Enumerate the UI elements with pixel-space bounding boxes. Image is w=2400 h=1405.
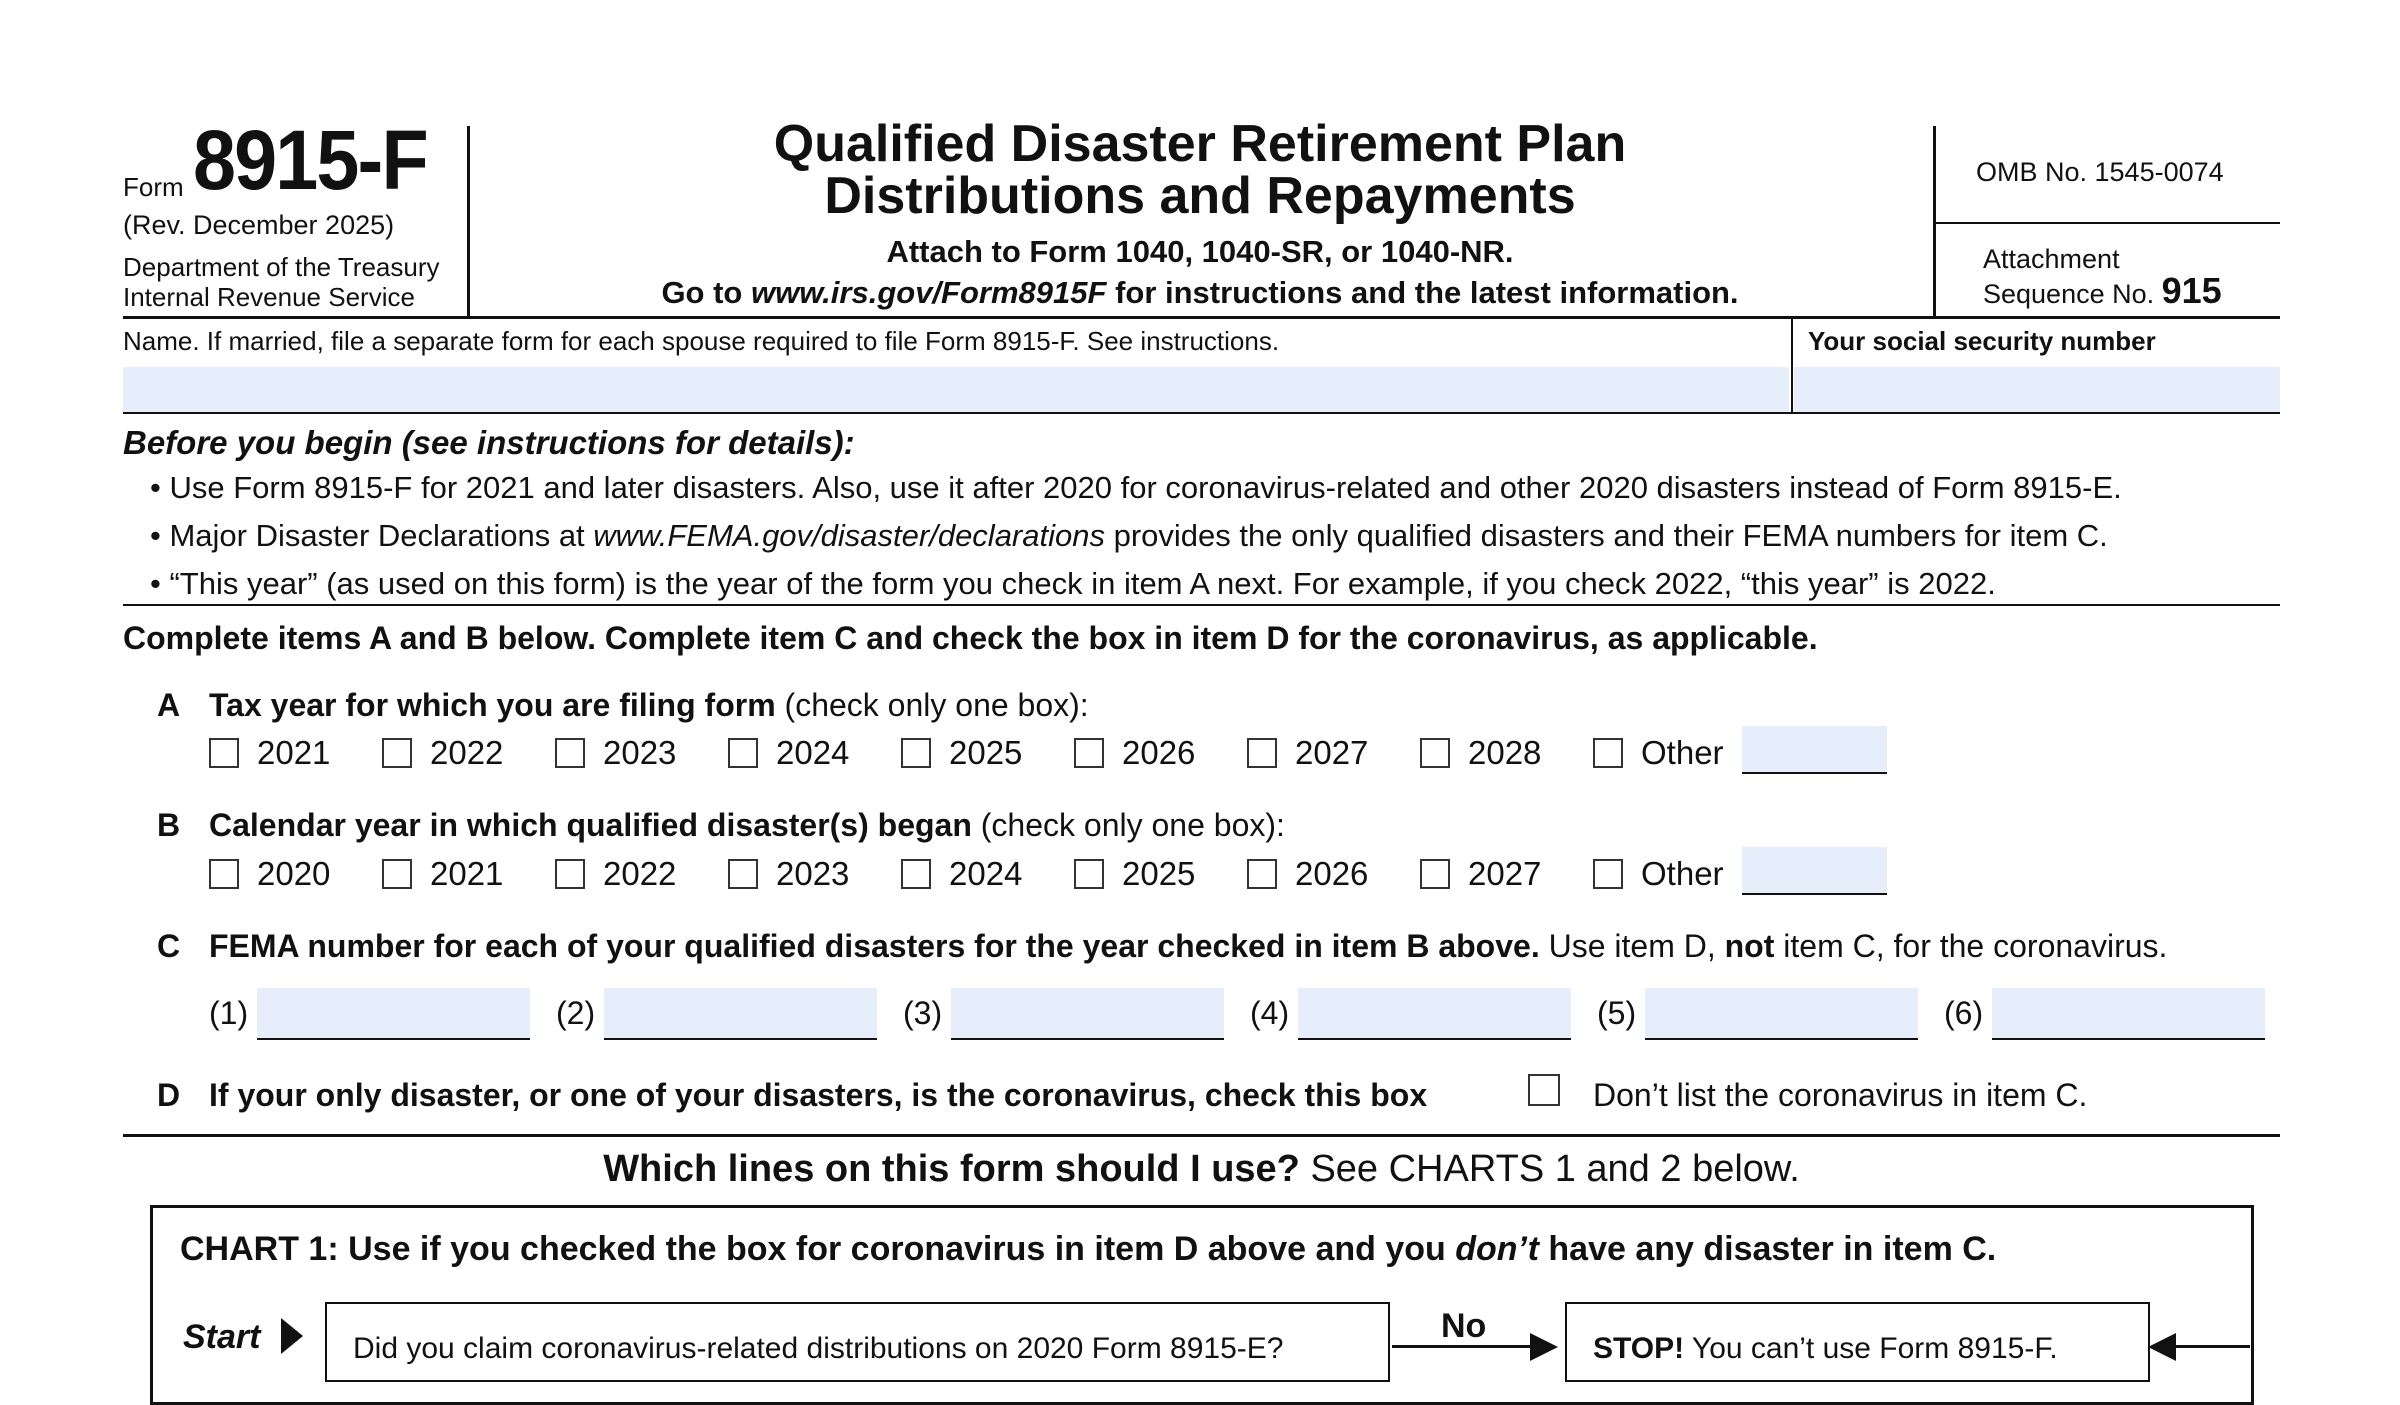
bullet-item: • “This year” (as used on this form) is the year of the form you check in item A next. For example, if you check 2022, “this year” is 2022.: [150, 566, 1996, 601]
start-arrow-icon: [281, 1318, 303, 1354]
question-text: Did you claim coronavirus-related distributions on 2020 Form 8915-E?: [353, 1332, 1284, 1365]
omb-number: OMB No. 1545-0074: [1976, 157, 2224, 187]
no-label: No: [1441, 1307, 1487, 1345]
option-label: 2028: [1468, 734, 1542, 771]
fema-number-field-5[interactable]: [1645, 988, 1918, 1040]
title-line: Qualified Disaster Retirement Plan: [773, 115, 1627, 173]
item-c-not: not: [1724, 928, 1775, 964]
fema-label: (2): [556, 995, 596, 1031]
option-label: 2023: [603, 734, 677, 771]
bullet-text: • Major Disaster Declarations at: [150, 518, 594, 553]
goto-instruction: [640, 275, 1760, 311]
item-a-rest: (check only one box):: [775, 687, 1089, 723]
item-a-bold: Tax year for which you are filing form: [209, 687, 776, 723]
item-d-note: Don’t list the coronavirus in item C.: [1593, 1077, 2088, 1113]
checkbox-a-2024[interactable]: [728, 738, 758, 768]
checkbox-a-2027[interactable]: [1247, 738, 1277, 768]
item-b-letter: B: [157, 807, 181, 843]
ssn-label: Your social security number: [1808, 326, 2156, 356]
attach-instruction: Attach to Form 1040, 1040-SR, or 1040-NR.: [886, 234, 1514, 269]
option-label: 2026: [1295, 855, 1369, 892]
divider: [123, 316, 2280, 319]
department: [123, 252, 439, 312]
header-divider: [1933, 126, 1936, 316]
fema-number-field-3[interactable]: [951, 988, 1224, 1040]
complete-instruction: Complete items A and B below. Complete item C and check the box in item D for the coronavirus, as applicable.: [123, 620, 1818, 656]
item-d-bold: If your only disaster, or one of your disasters, is the coronavirus, check this box: [209, 1077, 1428, 1113]
option-label: 2021: [257, 734, 331, 771]
form-title: [640, 115, 1760, 225]
irs-link[interactable]: www.irs.gov/Form8915F: [750, 275, 1107, 310]
chart-title-text: CHART 1: Use if you checked the box for coronavirus in item D above and you: [180, 1230, 1456, 1268]
option-label: 2027: [1468, 855, 1542, 892]
fema-number-field-1[interactable]: [257, 988, 530, 1040]
checkbox-b-2020[interactable]: [209, 859, 239, 889]
checkbox-a-2025[interactable]: [901, 738, 931, 768]
arrow-left-icon: [2148, 1333, 2176, 1361]
divider: [1791, 319, 1793, 414]
checkbox-a-2021[interactable]: [209, 738, 239, 768]
checkbox-a-2022[interactable]: [382, 738, 412, 768]
item-a-text: [209, 687, 1089, 724]
ssn-field[interactable]: [1794, 367, 2280, 412]
item-c-text: [209, 928, 2167, 965]
checkbox-a-2028[interactable]: [1420, 738, 1450, 768]
item-b-rest: (check only one box):: [971, 807, 1285, 843]
arrow-right-icon: [1530, 1333, 1558, 1361]
option-label: 2021: [430, 855, 504, 892]
which-lines-heading: [123, 1148, 2280, 1191]
fema-label: (4): [1250, 995, 1290, 1031]
checkbox-b-2021[interactable]: [382, 859, 412, 889]
chart-1-title: [180, 1230, 1996, 1269]
divider: [123, 604, 2280, 606]
checkbox-b-2025[interactable]: [1074, 859, 1104, 889]
item-c-letter: C: [157, 928, 181, 964]
other-year-field[interactable]: [1742, 726, 1887, 774]
item-c-rest: item C, for the coronavirus.: [1774, 928, 2168, 964]
form-label: Form: [123, 172, 184, 202]
checkbox-b-2023[interactable]: [728, 859, 758, 889]
name-field[interactable]: [123, 367, 1789, 412]
sequence-line: [1983, 270, 2222, 311]
stop-rest: You can’t use Form 8915-F.: [1684, 1332, 2058, 1365]
item-c-bold: FEMA number for each of your qualified disasters for the year checked in item B above.: [209, 928, 1540, 964]
divider: [123, 412, 2280, 414]
checkbox-b-2024[interactable]: [901, 859, 931, 889]
flow-line: [1392, 1345, 1532, 1348]
item-a-letter: A: [157, 687, 181, 723]
checkbox-b-2026[interactable]: [1247, 859, 1277, 889]
fema-number-field-4[interactable]: [1298, 988, 1571, 1040]
checkbox-b-other[interactable]: [1593, 859, 1623, 889]
checkbox-a-2026[interactable]: [1074, 738, 1104, 768]
item-d-text: [209, 1077, 1427, 1114]
option-label: 2020: [257, 855, 331, 892]
divider: [123, 1134, 2280, 1137]
title-line: Distributions and Repayments: [824, 167, 1576, 225]
checkbox-b-2027[interactable]: [1420, 859, 1450, 889]
flow-line: [2175, 1345, 2250, 1348]
option-label: 2024: [949, 855, 1023, 892]
checkbox-a-other[interactable]: [1593, 738, 1623, 768]
fema-label: (6): [1944, 995, 1984, 1031]
fema-link[interactable]: www.FEMA.gov/disaster/declarations: [593, 518, 1105, 553]
option-label: 2026: [1122, 734, 1196, 771]
fema-label: (5): [1597, 995, 1637, 1031]
bullet-item: • Use Form 8915-F for 2021 and later disasters. Also, use it after 2020 for coronavirus-related and other 2020 disasters instead of Form 8915-E.: [150, 470, 2122, 505]
attachment-label: Attachment: [1983, 244, 2120, 274]
coronavirus-checkbox[interactable]: [1528, 1074, 1560, 1106]
stop-bold: STOP!: [1593, 1332, 1685, 1365]
option-label: 2022: [430, 734, 504, 771]
which-lines-bold: Which lines on this form should I use?: [603, 1148, 1300, 1190]
fema-label: (1): [209, 995, 249, 1031]
option-label: 2022: [603, 855, 677, 892]
bullet-text: provides the only qualified disasters and their FEMA numbers for item C.: [1104, 518, 2108, 553]
fema-number-field-6[interactable]: [1992, 988, 2265, 1040]
goto-prefix: Go to: [661, 275, 751, 310]
option-label: 2025: [1122, 855, 1196, 892]
chart-title-emphasis: don’t: [1455, 1230, 1539, 1268]
which-lines-rest: See CHARTS 1 and 2 below.: [1299, 1148, 1800, 1190]
sequence-number: 915: [2161, 270, 2222, 311]
checkbox-b-2022[interactable]: [555, 859, 585, 889]
option-label: Other: [1641, 855, 1724, 892]
other-year-field[interactable]: [1742, 847, 1887, 895]
item-d-letter: D: [157, 1077, 181, 1113]
divider: [1936, 222, 2280, 224]
form-revision: (Rev. December 2025): [123, 210, 395, 240]
name-label: Name. If married, file a separate form for each spouse required to file Form 8915-F. See instructions.: [123, 326, 1280, 356]
before-you-begin-heading: Before you begin (see instructions for details):: [123, 424, 855, 461]
stop-text: [1593, 1332, 2058, 1366]
goto-suffix: for instructions and the latest information.: [1106, 275, 1739, 310]
item-c-rest: Use item D,: [1539, 928, 1725, 964]
fema-number-field-2[interactable]: [604, 988, 877, 1040]
option-label: 2024: [776, 734, 850, 771]
department-line: Internal Revenue Service: [123, 282, 415, 312]
checkbox-a-2023[interactable]: [555, 738, 585, 768]
fema-label: (3): [903, 995, 943, 1031]
option-label: 2023: [776, 855, 850, 892]
option-label: 2025: [949, 734, 1023, 771]
start-label: Start: [183, 1318, 261, 1356]
item-b-bold: Calendar year in which qualified disaster(s) began: [209, 807, 972, 843]
department-line: Department of the Treasury: [123, 252, 440, 282]
option-label: Other: [1641, 734, 1724, 771]
item-b-text: [209, 807, 1285, 844]
attachment-sequence: [1983, 243, 2222, 310]
sequence-label: Sequence No.: [1983, 279, 2155, 309]
form-number: 8915-F: [193, 113, 427, 207]
bullet-item: [150, 518, 2108, 554]
chart-title-text: have any disaster in item C.: [1538, 1230, 1997, 1268]
option-label: 2027: [1295, 734, 1369, 771]
header-divider: [467, 126, 470, 316]
